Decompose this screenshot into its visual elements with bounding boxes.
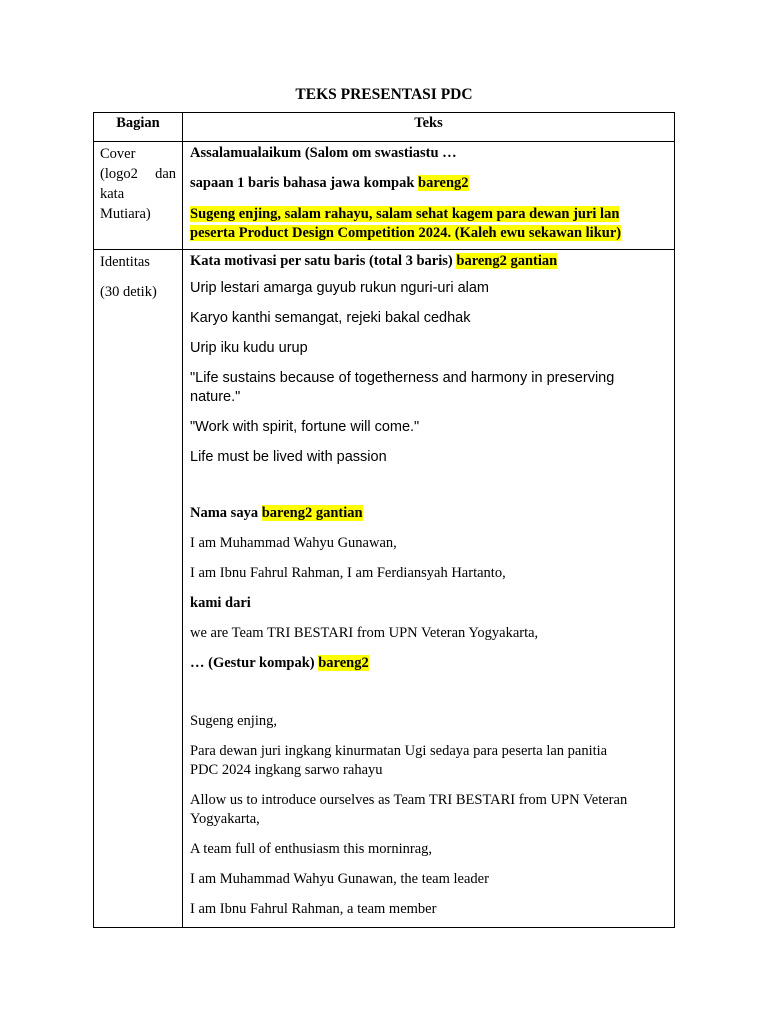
- spacer: [190, 684, 668, 712]
- identitas-label: Identitas: [100, 254, 150, 270]
- quote-item: Karyo kanthi semangat, rejeki bakal cedhak: [190, 310, 471, 326]
- sugeng-enjing: Sugeng enjing,: [190, 713, 277, 729]
- cover-text-cell: [183, 142, 675, 250]
- identitas-duration: (30 detik): [100, 284, 157, 300]
- quote-item: Urip iku kudu urup: [190, 340, 308, 356]
- quote-item: Urip lestari amarga guyub rukun nguri-uri alam: [190, 280, 489, 296]
- allow-intro: Allow us to introduce ourselves as Team TRI BESTARI from UPN Veteran Yogyakarta,: [190, 792, 628, 827]
- kami-dari: kami dari: [190, 595, 251, 611]
- header-teks: Teks: [183, 113, 675, 142]
- cover-sapaan: sapaan 1 baris bahasa jawa kompak bareng2: [190, 175, 469, 191]
- identitas-label-cell: [94, 250, 183, 928]
- table-row-identitas: [94, 250, 675, 928]
- cover-label-kata: kata: [100, 186, 125, 202]
- team-full: A team full of enthusiasm this morninrag,: [190, 841, 433, 857]
- team-leader: I am Muhammad Wahyu Gunawan, the team leader: [190, 871, 489, 887]
- table-header-row: [94, 113, 675, 142]
- cover-label-cell: [94, 142, 183, 250]
- cover-label-logo: (logo2 dan: [100, 166, 176, 182]
- cover-welcome: Sugeng enjing, salam rahayu, salam sehat kagem para dewan juri lan peserta Product Design Competition 2024. (Kaleh ewu sekawan likur): [190, 206, 622, 241]
- intro-muhammad: I am Muhammad Wahyu Gunawan,: [190, 535, 397, 551]
- document-title: TEKS PRESENTASI PDC: [295, 86, 473, 103]
- presentation-table: [93, 112, 675, 928]
- intro-ibnu-ferdiansyah: I am Ibnu Fahrul Rahman, I am Ferdiansyah Hartanto,: [190, 565, 506, 581]
- team-member: I am Ibnu Fahrul Rahman, a team member: [190, 901, 437, 917]
- table-row-cover: [94, 142, 675, 250]
- cover-greeting: Assalamualaikum (Salom om swastiastu …: [190, 145, 457, 161]
- quote-item: "Work with spirit, fortune will come.": [190, 419, 420, 435]
- team-line: we are Team TRI BESTARI from UPN Veteran Yogyakarta,: [190, 625, 539, 641]
- nama-saya: Nama saya bareng2 gantian: [190, 505, 363, 521]
- quote-item: "Life sustains because of togetherness and harmony in preserving nature.": [190, 370, 615, 405]
- gestur-kompak: … (Gestur kompak) bareng2: [190, 655, 369, 671]
- highlight-bareng2: bareng2: [418, 175, 469, 191]
- quote-item: Life must be lived with passion: [190, 449, 387, 465]
- motivasi-heading: Kata motivasi per satu baris (total 3 baris) bareng2 gantian: [190, 253, 558, 269]
- cover-label: Cover: [100, 146, 136, 162]
- para-dewan: Para dewan juri ingkang kinurmatan Ugi sedaya para peserta lan panitia PDC 2024 ingkang sarwo rahayu: [190, 743, 608, 778]
- identitas-text-cell: [183, 250, 675, 928]
- header-bagian: Bagian: [94, 113, 183, 142]
- spacer: [190, 478, 668, 504]
- cover-label-mutiara: Mutiara): [100, 206, 151, 222]
